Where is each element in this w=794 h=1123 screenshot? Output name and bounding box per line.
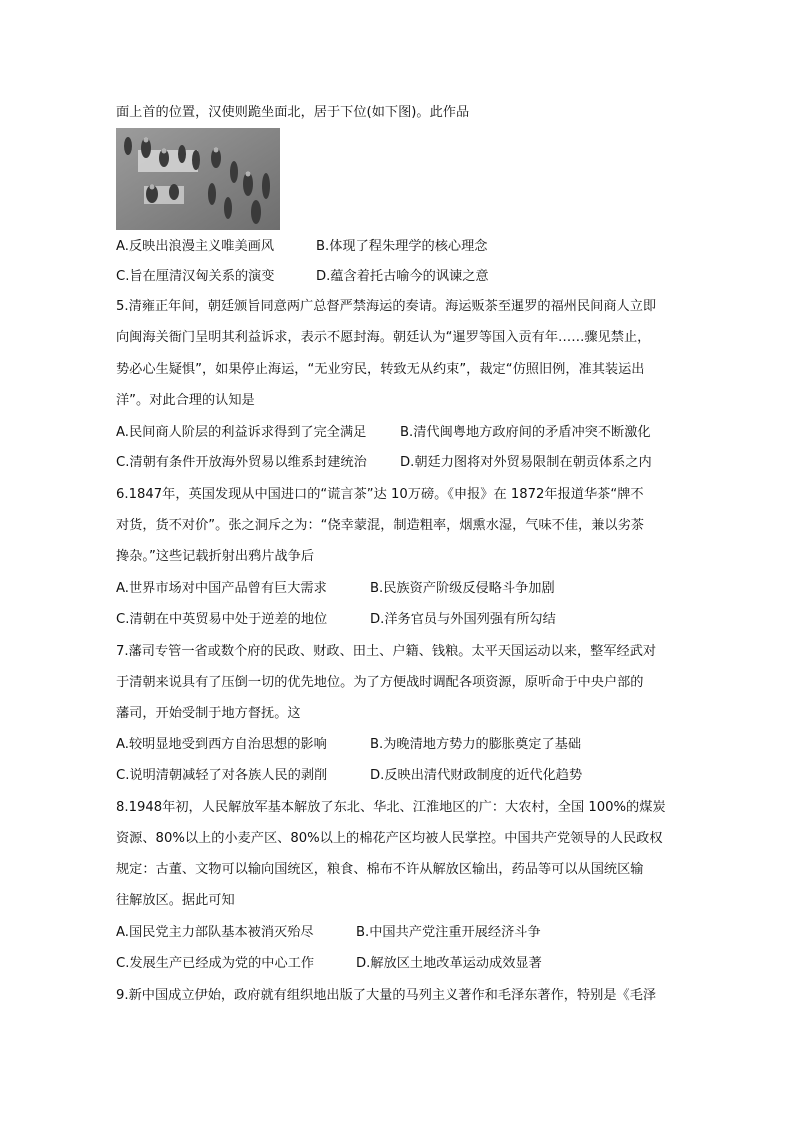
intro-line: 面上首的位置，汉使则跪坐面北，居于下位(如下图)。此作品: [116, 105, 470, 120]
q7-line: 7.藩司专管一省或数个府的民政、财政、田土、户籍、钱粮。太平天国运动以来，整军经武对: [116, 644, 657, 659]
q9-line: 9.新中国成立伊始，政府就有组织地出版了大量的马列主义著作和毛泽东著作，特别是《毛泽: [116, 988, 657, 1003]
q7-option-a: A.较明显地受到西方自治思想的影响: [116, 737, 327, 752]
q8-line: 资源、80%以上的小麦产区、80%以上的棉花产区均被人民掌控。中国共产党领导的人民政权: [116, 831, 663, 846]
q6-option-b: B.民族资产阶级反侵略斗争加剧: [370, 581, 555, 596]
q6-option-a: A.世界市场对中国产品曾有巨大需求: [116, 581, 327, 596]
q5-line: 向闽海关衙门呈明其利益诉求，表示不愿封海。朝廷认为“暹罗等国入贡有年……骤见禁止，: [116, 330, 651, 345]
q4-option-c: C.旨在厘清汉匈关系的演变: [116, 269, 275, 284]
q8-line: 规定：古董、文物可以输向国统区，粮食、棉布不许从解放区输出，药品等可以从国统区输: [116, 862, 644, 877]
q8-option-b: B.中国共产党注重开展经济斗争: [356, 925, 541, 940]
q5-line: 势必心生疑惧”，如果停止海运，“无业穷民，转致无从约束”，裁定“仿照旧例，准其装运出: [116, 362, 645, 377]
q8-line: 8.1948年初，人民解放军基本解放了东北、华北、江淮地区的广：大农村，全国 100%的煤炭: [116, 800, 666, 815]
q6-option-c: C.清朝在中英贸易中处于逆差的地位: [116, 612, 328, 627]
q8-option-d: D.解放区土地改革运动成效显著: [356, 956, 542, 971]
painting-icon: [116, 128, 280, 230]
q5-option-b: B.清代闽粤地方政府间的矛盾冲突不断激化: [400, 425, 651, 440]
q4-option-a: A.反映出浪漫主义唯美画风: [116, 239, 275, 254]
q6-line: 搀杂。”这些记载折射出鸦片战争后: [116, 549, 315, 564]
q8-option-a: A.国民党主力部队基本被消灭殆尽: [116, 925, 314, 940]
q6-line: 对货，货不对价”。张之洞斥之为：“侥幸蒙混，制造粗率，烟熏水湿，气味不佳，兼以劣茶: [116, 518, 644, 533]
q8-option-c: C.发展生产已经成为党的中心工作: [116, 956, 315, 971]
q5-option-d: D.朝廷力图将对外贸易限制在朝贡体系之内: [400, 455, 652, 470]
q5-option-a: A.民间商人阶层的利益诉求得到了完全满足: [116, 425, 367, 440]
q8-line: 往解放区。据此可知: [116, 893, 235, 908]
q6-line: 6.1847年，英国发现从中国进口的“谎言茶”达 10万磅。《申报》在 1872年报道华茶“牌不: [116, 487, 644, 502]
q4-option-b: B.体现了程朱理学的核心理念: [316, 239, 488, 254]
q5-line: 洋”。对此合理的认知是: [116, 393, 255, 408]
q7-option-b: B.为晚清地方势力的膨胀奠定了基础: [370, 737, 582, 752]
q7-option-d: D.反映出清代财政制度的近代化趋势: [370, 768, 583, 783]
painting-image: [116, 128, 280, 230]
q7-line: 藩司，开始受制于地方督抚。这: [116, 706, 301, 721]
q6-option-d: D.洋务官员与外国列强有所勾结: [370, 612, 556, 627]
q4-option-d: D.蕴含着托古喻今的讽谏之意: [316, 269, 489, 284]
q7-option-c: C.说明清朝减轻了对各族人民的剥削: [116, 768, 328, 783]
q5-line: 5.清雍正年间，朝廷颁旨同意两广总督严禁海运的奏请。海运贩茶至暹罗的福州民间商人立即: [116, 299, 657, 314]
q7-line: 于清朝来说具有了压倒一切的优先地位。为了方便战时调配各项资源，原听命于中央户部的: [116, 675, 644, 690]
q5-option-c: C.清朝有条件开放海外贸易以维系封建统治: [116, 455, 367, 470]
